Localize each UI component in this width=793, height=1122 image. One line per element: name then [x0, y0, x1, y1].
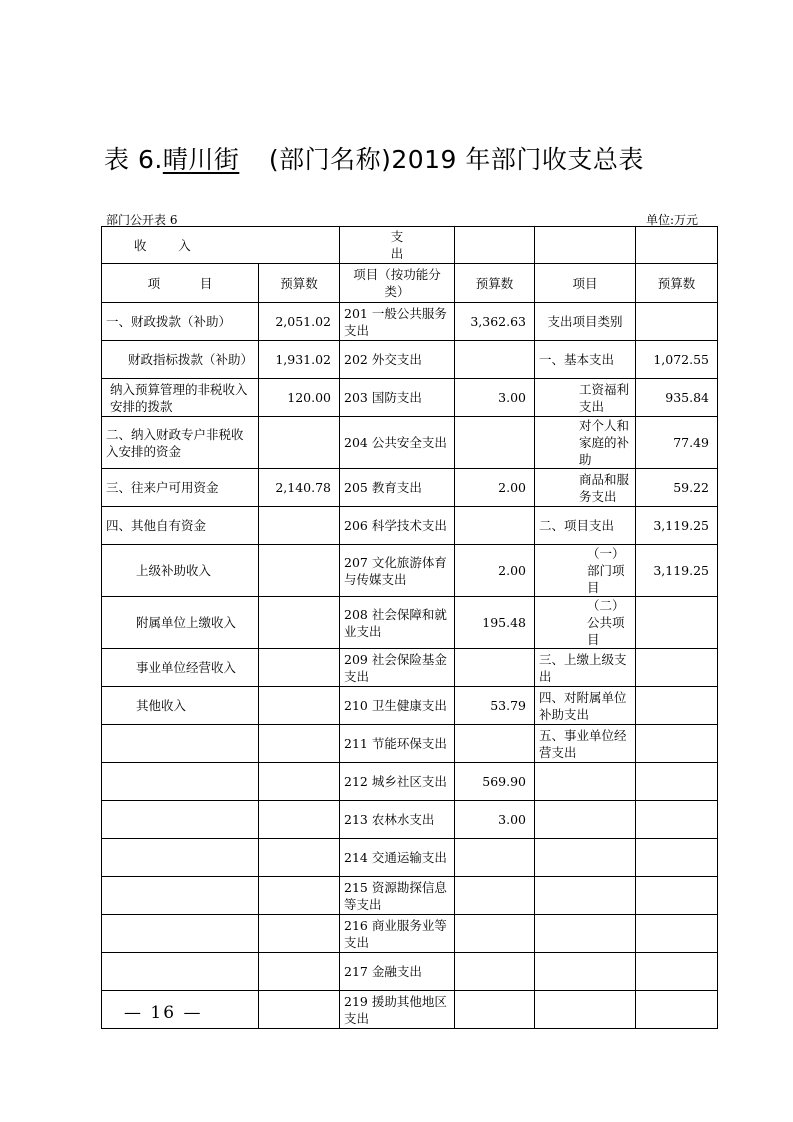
type-label [535, 877, 636, 915]
type-value [636, 725, 718, 763]
type-label [535, 915, 636, 953]
func-label: 203 国防支出 [340, 379, 455, 417]
type-label: （一）部门项目 [535, 545, 636, 597]
income-value [259, 417, 340, 469]
func-value: 3,362.63 [455, 303, 535, 341]
income-value [259, 649, 340, 687]
func-label: 201 一般公共服务支出 [340, 303, 455, 341]
income-value [259, 597, 340, 649]
func-label: 214 交通运输支出 [340, 839, 455, 877]
income-label [102, 953, 259, 991]
table-code: 部门公开表 6 [106, 213, 178, 227]
table-row [102, 763, 718, 801]
income-value: 1,931.02 [259, 341, 340, 379]
table-row [102, 649, 718, 687]
type-value [636, 687, 718, 725]
header-empty-2 [535, 227, 636, 264]
header-empty-3 [636, 227, 718, 264]
table-row [102, 545, 718, 597]
income-value [259, 915, 340, 953]
income-label: 其他收入 [102, 687, 259, 725]
income-value: 2,051.02 [259, 303, 340, 341]
func-label: 205 教育支出 [340, 469, 455, 507]
type-label [535, 991, 636, 1029]
type-label: （二）公共项目 [535, 597, 636, 649]
expense-header [340, 227, 455, 264]
func-label: 209 社会保险基金支出 [340, 649, 455, 687]
type-label [535, 839, 636, 877]
income-value [259, 507, 340, 545]
type-label: 四、对附属单位补助支出 [535, 687, 636, 725]
func-label: 210 卫生健康支出 [340, 687, 455, 725]
income-label: 上级补助收入 [102, 545, 259, 597]
type-value: 1,072.55 [636, 341, 718, 379]
table-row [102, 469, 718, 507]
income-label: 三、往来户可用资金 [102, 469, 259, 507]
unit-label: 单位:万元 [646, 213, 699, 227]
table-row [102, 915, 718, 953]
table-row [102, 417, 718, 469]
table-row [102, 801, 718, 839]
table-row [102, 953, 718, 991]
type-value: 3,119.25 [636, 507, 718, 545]
income-value [259, 545, 340, 597]
income-label: 纳入预算管理的非税收入安排的拨款 [102, 379, 259, 417]
income-label [102, 915, 259, 953]
income-label [102, 725, 259, 763]
income-value [259, 877, 340, 915]
func-label: 219 援助其他地区支出 [340, 991, 455, 1029]
func-value [455, 953, 535, 991]
table-row [102, 839, 718, 877]
col-func-item: 项目（按功能分类） [340, 264, 455, 303]
func-label: 211 节能环保支出 [340, 725, 455, 763]
type-label: 商品和服务支出 [535, 469, 636, 507]
col-budget-3: 预算数 [636, 264, 718, 303]
income-label [102, 763, 259, 801]
func-value [455, 991, 535, 1029]
func-value: 53.79 [455, 687, 535, 725]
func-value [455, 877, 535, 915]
table-row [102, 877, 718, 915]
income-label [102, 801, 259, 839]
func-value: 2.00 [455, 469, 535, 507]
page-title [104, 140, 644, 176]
budget-table [101, 226, 718, 1029]
type-value: 59.22 [636, 469, 718, 507]
type-label: 工资福利支出 [535, 379, 636, 417]
type-value: 77.49 [636, 417, 718, 469]
income-value: 120.00 [259, 379, 340, 417]
header-row-1 [102, 227, 718, 264]
header-row-2 [102, 264, 718, 303]
type-value [636, 649, 718, 687]
type-value [636, 303, 718, 341]
func-label: 207 文化旅游体育与传媒支出 [340, 545, 455, 597]
income-value [259, 839, 340, 877]
income-value [259, 991, 340, 1029]
type-value [636, 991, 718, 1029]
type-label: 对个人和家庭的补助 [535, 417, 636, 469]
func-value [455, 341, 535, 379]
type-label [535, 953, 636, 991]
title-suffix: (部门名称)2019 年部门收支总表 [268, 145, 644, 174]
income-label: 附属单位上缴收入 [102, 597, 259, 649]
type-value [636, 877, 718, 915]
func-value: 3.00 [455, 801, 535, 839]
income-label: 四、其他自有资金 [102, 507, 259, 545]
income-value [259, 801, 340, 839]
expense-header-line2: 出 [390, 246, 404, 261]
func-value [455, 649, 535, 687]
func-label: 204 公共安全支出 [340, 417, 455, 469]
header-empty-1 [455, 227, 535, 264]
type-value [636, 953, 718, 991]
type-label: 支出项目类别 [535, 303, 636, 341]
func-label: 213 农林水支出 [340, 801, 455, 839]
col-item-3: 项目 [535, 264, 636, 303]
func-label: 202 外交支出 [340, 341, 455, 379]
income-label: 财政指标拨款（补助） [102, 341, 259, 379]
income-value [259, 763, 340, 801]
type-label: 二、项目支出 [535, 507, 636, 545]
func-value [455, 507, 535, 545]
type-value [636, 839, 718, 877]
func-label: 217 金融支出 [340, 953, 455, 991]
type-value [636, 801, 718, 839]
func-label: 215 资源勘探信息等支出 [340, 877, 455, 915]
type-value [636, 763, 718, 801]
income-value [259, 953, 340, 991]
type-label [535, 801, 636, 839]
income-label: 一、财政拨款（补助） [102, 303, 259, 341]
col-item: 项 目 [102, 264, 259, 303]
table-row [102, 507, 718, 545]
func-value: 2.00 [455, 545, 535, 597]
income-value: 2,140.78 [259, 469, 340, 507]
table-row [102, 341, 718, 379]
table-row [102, 379, 718, 417]
func-value [455, 725, 535, 763]
type-value: 3,119.25 [636, 545, 718, 597]
type-label: 五、事业单位经营支出 [535, 725, 636, 763]
func-value [455, 839, 535, 877]
col-budget: 预算数 [259, 264, 340, 303]
type-label: 一、基本支出 [535, 341, 636, 379]
col-budget-2: 预算数 [455, 264, 535, 303]
func-value [455, 915, 535, 953]
income-label: 二、纳入财政专户非税收入安排的资金 [102, 417, 259, 469]
title-prefix: 表 6. [104, 145, 163, 174]
type-value [636, 597, 718, 649]
func-label: 208 社会保障和就业支出 [340, 597, 455, 649]
expense-header-line1: 支 [390, 229, 404, 244]
type-label: 三、上缴上级支出 [535, 649, 636, 687]
func-label: 212 城乡社区支出 [340, 763, 455, 801]
type-value [636, 915, 718, 953]
func-value: 195.48 [455, 597, 535, 649]
func-label: 206 科学技术支出 [340, 507, 455, 545]
income-label [102, 877, 259, 915]
type-label [535, 763, 636, 801]
table-row [102, 303, 718, 341]
income-header: 收 入 [102, 227, 340, 264]
table-row [102, 687, 718, 725]
func-value: 3.00 [455, 379, 535, 417]
func-label: 216 商业服务业等支出 [340, 915, 455, 953]
table-row [102, 725, 718, 763]
table-row [102, 597, 718, 649]
income-label [102, 839, 259, 877]
type-value: 935.84 [636, 379, 718, 417]
page-number: — 16 — [124, 1003, 203, 1023]
func-value [455, 417, 535, 469]
unit-name: 晴川街 [162, 145, 240, 174]
income-value [259, 687, 340, 725]
func-value: 569.90 [455, 763, 535, 801]
income-value [259, 725, 340, 763]
income-label: 事业单位经营收入 [102, 649, 259, 687]
